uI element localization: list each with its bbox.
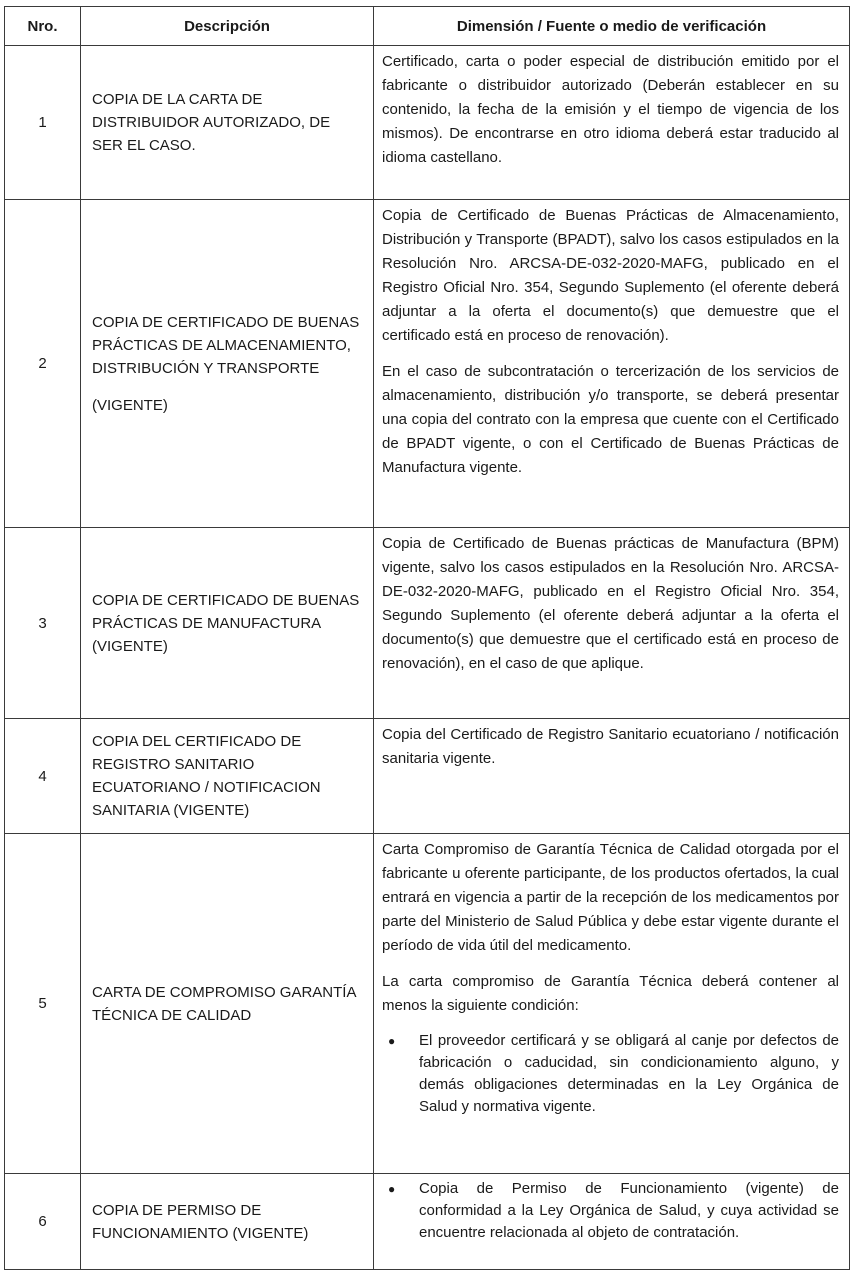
row-description (81, 834, 374, 1174)
verification-text: Copia de Certificado de Buenas prácticas de Manufactura (BPM) vigente, salvo los casos estipulados en la Resolución Nro. ARCSA-DE-032-2020-MAFG, publicado en el Registro Oficial Nro. 354, Segundo Suplemento (el oferente deberá adjuntar a la oferta el documento(s) que demuestre que el certificado está en proceso de renovación), en el caso de que aplique. (382, 535, 839, 672)
row-verification (374, 46, 850, 200)
bullet-list (382, 1030, 839, 1118)
verification-text: La carta compromiso de Garantía Técnica deberá contener al menos la siguiente condición: (382, 973, 839, 1014)
row-description (81, 1174, 374, 1270)
row-number: 5 (5, 834, 81, 1174)
description-text: CARTA DE COMPROMISO GARANTÍA TÉCNICA DE CALIDAD (92, 983, 356, 1024)
description-text: COPIA DE CERTIFICADO DE BUENAS PRÁCTICAS DE ALMACENAMIENTO, DISTRIBUCIÓN Y TRANSPORTE (92, 313, 360, 377)
verification-text: Copia del Certificado de Registro Sanitario ecuatoriano / notificación sanitaria vigente. (382, 726, 839, 767)
bullet-list (382, 1178, 839, 1244)
bullet-item: ● El proveedor certificará y se obligará al canje por defectos de fabricación o caducidad, sin condicionamiento alguno, y demás obligaciones determinadas en la Ley Orgánica de Salud y normativa vigente. (382, 1030, 839, 1118)
table-row (5, 200, 850, 528)
description-text: COPIA DE PERMISO DE FUNCIONAMIENTO (VIGENTE) (92, 1201, 309, 1242)
header-descripcion: Descripción (81, 7, 374, 46)
row-number: 3 (5, 528, 81, 719)
table-row (5, 834, 850, 1174)
row-description (81, 719, 374, 834)
verification-text: En el caso de subcontratación o tercerización de los servicios de almacenamiento, distribución y/o transporte, se deberá presentar una copia del contrato con la empresa que cuente con el Certificado de BPADT vigente, o con el Certificado de Buenas Prácticas de Manufactura vigente. (382, 363, 839, 476)
header-dimension: Dimensión / Fuente o medio de verificación (374, 7, 850, 46)
row-description (81, 200, 374, 528)
description-text: (VIGENTE) (92, 396, 168, 414)
description-text: COPIA DEL CERTIFICADO DE REGISTRO SANITARIO ECUATORIANO / NOTIFICACION SANITARIA (VIGENTE) (92, 733, 321, 819)
row-number: 1 (5, 46, 81, 200)
row-description (81, 46, 374, 200)
header-nro: Nro. (5, 7, 81, 46)
table-header-row (5, 7, 850, 46)
row-verification (374, 1174, 850, 1270)
verification-text: Certificado, carta o poder especial de distribución emitido por el fabricante o distribuidor autorizado (Deberán establecer en su contenido, la fecha de la emisión y el tiempo de vigencia de los mismos). De encontrarse en otro idioma deberá estar traducido al idioma castellano. (382, 53, 839, 166)
row-number: 6 (5, 1174, 81, 1270)
row-description (81, 528, 374, 719)
requirements-table (4, 6, 850, 1270)
table-row (5, 719, 850, 834)
table-row (5, 528, 850, 719)
table-row (5, 1174, 850, 1270)
row-verification (374, 719, 850, 834)
row-verification (374, 528, 850, 719)
verification-text: Copia de Certificado de Buenas Prácticas de Almacenamiento, Distribución y Transporte (BPADT), salvo los casos estipulados en la Resolución Nro. ARCSA-DE-032-2020-MAFG, publicado en el Registro Oficial Nro. 354, Segundo Suplemento (el oferente deberá adjuntar a la oferta el documento(s) que demuestre que el certificado está en proceso de renovación). (382, 207, 839, 344)
description-text: COPIA DE LA CARTA DE DISTRIBUIDOR AUTORIZADO, DE SER EL CASO. (92, 91, 331, 154)
verification-text: Carta Compromiso de Garantía Técnica de Calidad otorgada por el fabricante u oferente participante, de los productos ofertados, la cual entrará en vigencia a partir de la recepción de los medicamentos por parte del Ministerio de Salud Pública y debe estar vigente durante el período de vida útil del medicamento. (382, 841, 839, 954)
table-row (5, 46, 850, 200)
description-text: COPIA DE CERTIFICADO DE BUENAS PRÁCTICAS DE MANUFACTURA (VIGENTE) (92, 591, 360, 655)
row-verification (374, 834, 850, 1174)
row-number: 4 (5, 719, 81, 834)
bullet-item: ● Copia de Permiso de Funcionamiento (vigente) de conformidad a la Ley Orgánica de Salud, y cuya actividad se encuentre relacionada al objeto de contratación. (382, 1178, 839, 1244)
row-number: 2 (5, 200, 81, 528)
row-verification (374, 200, 850, 528)
